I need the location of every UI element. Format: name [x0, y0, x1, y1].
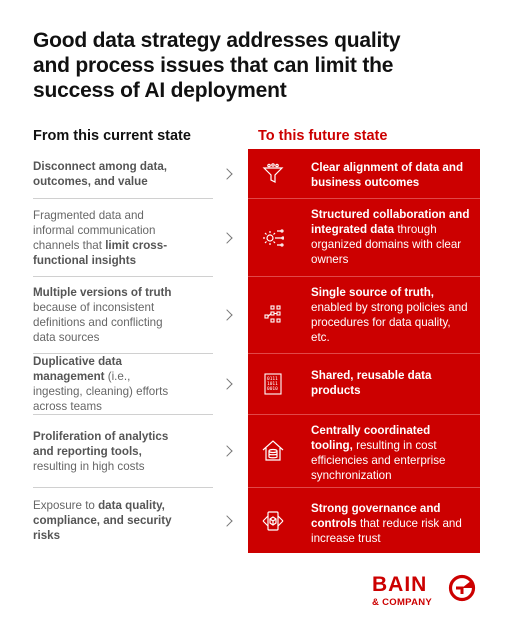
comparison-row	[33, 149, 480, 198]
current-state-text	[33, 285, 179, 345]
current-state-segment: Disconnect among data, outcomes, and value	[33, 160, 167, 188]
current-state-segment: Fragmented data and informal communication channels that	[33, 208, 156, 252]
future-state-header: To this future state	[258, 128, 388, 144]
current-state-text	[33, 354, 179, 414]
future-state-segment: resulting in cost efficiencies and enterprise synchronization	[311, 439, 446, 482]
logo-mark-icon	[448, 574, 476, 602]
chevron-right-icon	[221, 378, 232, 389]
current-state-segment: limit cross-functional insights	[33, 238, 168, 267]
current-state-cell	[33, 198, 213, 276]
title-line-1: Good data strategy addresses quality	[33, 29, 401, 52]
future-state-cell	[248, 414, 480, 487]
current-state-segment: Exposure to	[33, 499, 99, 512]
company-logo	[372, 573, 482, 613]
current-state-cell	[33, 149, 213, 198]
future-state-segment: Structured collaboration and integrated data	[311, 208, 470, 236]
binary-document-icon	[262, 373, 284, 395]
current-state-cell	[33, 276, 213, 353]
future-state-text	[311, 501, 472, 546]
comparison-row	[33, 353, 480, 414]
future-state-segment: Clear alignment of data and business outcomes	[311, 161, 464, 189]
current-state-segment: because of inconsistent definitions and conflicting data sources	[33, 301, 163, 344]
icon-binary-line: 0111	[267, 377, 278, 382]
future-state-segment: Centrally coordinated tooling,	[311, 424, 431, 452]
comparison-row	[33, 414, 480, 487]
future-state-text	[311, 368, 472, 398]
future-state-segment: that reduce risk and increase trust	[311, 517, 462, 545]
chevron-right-icon	[221, 309, 232, 320]
future-state-text	[311, 423, 472, 483]
future-state-text	[311, 160, 472, 190]
current-state-text	[33, 498, 179, 543]
logo-brand: BAIN	[372, 573, 428, 596]
current-state-cell	[33, 353, 213, 414]
future-state-segment: through organized domains with clear owners	[311, 223, 462, 266]
comparison-row	[33, 276, 480, 353]
current-state-segment: (i.e., ingesting, cleaning) efforts across teams	[33, 370, 169, 413]
gear-network-icon	[262, 227, 284, 249]
future-state-cell	[248, 487, 480, 553]
current-state-text	[33, 429, 179, 474]
current-state-header: From this current state	[33, 128, 191, 144]
title-line-3: success of AI deployment	[33, 79, 287, 102]
future-state-segment: enabled by strong policies and procedures for data quality, etc.	[311, 301, 468, 344]
current-state-segment: Proliferation of analytics and reporting tools,	[33, 429, 169, 458]
current-state-segment: Multiple versions of truth	[33, 286, 172, 299]
future-state-cell	[248, 198, 480, 276]
comparison-row	[33, 198, 480, 276]
current-state-cell	[33, 487, 213, 553]
current-state-text	[33, 159, 179, 189]
future-state-segment: Strong governance and controls	[311, 502, 441, 530]
chevron-right-icon	[221, 168, 232, 179]
current-state-cell	[33, 414, 213, 487]
comparison-table	[33, 149, 480, 553]
future-state-cell	[248, 149, 480, 198]
title-line-2: and process issues that can limit the	[33, 54, 394, 77]
current-state-segment: data quality, compliance, and security risks	[33, 499, 172, 542]
future-state-cell	[248, 276, 480, 353]
shield-cube-icon	[262, 510, 284, 532]
icon-binary-line: 1011	[267, 382, 278, 387]
page-title	[33, 28, 473, 103]
comparison-row	[33, 487, 480, 553]
future-state-segment: Shared, reusable data products	[311, 369, 432, 397]
current-state-segment: Duplicative data management	[33, 355, 122, 383]
chevron-right-icon	[221, 515, 232, 526]
funnel-icon	[262, 163, 284, 185]
future-state-text	[311, 207, 472, 267]
logo-sub: & COMPANY	[372, 597, 433, 608]
database-house-icon	[262, 440, 284, 462]
current-state-segment: resulting in high costs	[33, 459, 145, 473]
future-state-text	[311, 285, 472, 345]
icon-binary-line: 0010	[267, 387, 278, 392]
chevron-right-icon	[221, 232, 232, 243]
future-state-cell	[248, 353, 480, 414]
node-grid-icon	[262, 304, 284, 326]
future-state-segment: Single source of truth,	[311, 286, 435, 299]
chevron-right-icon	[221, 445, 232, 456]
current-state-text	[33, 208, 179, 268]
